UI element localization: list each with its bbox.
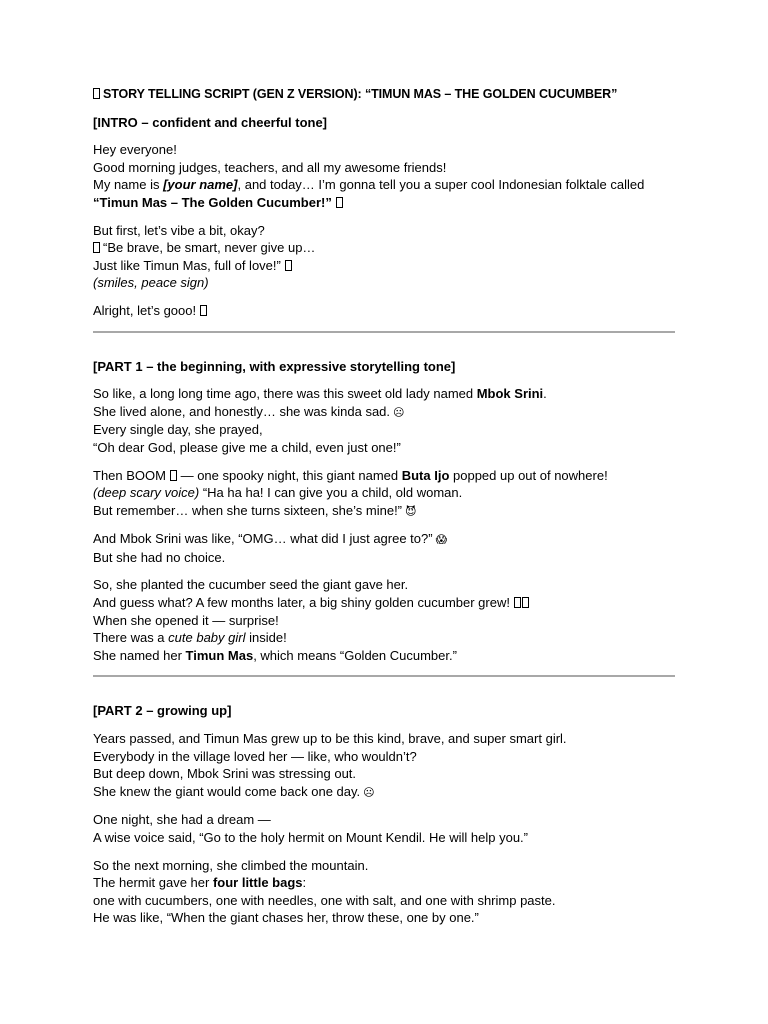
text-line: So, she planted the cucumber seed the giant gave her. xyxy=(93,577,409,593)
document-page xyxy=(93,86,675,937)
part2-heading: [PART 2 – growing up] xyxy=(93,703,232,719)
sad-face-icon: ☹ xyxy=(393,405,405,419)
missing-glyph-icon xyxy=(336,197,343,208)
section-divider xyxy=(93,331,675,333)
stage-direction: (smiles, peace sign) xyxy=(93,275,209,291)
part1-heading: [PART 1 – the beginning, with expressive storytelling tone] xyxy=(93,358,456,374)
text-line: But remember… when she turns sixteen, she’s mine!” 😈 xyxy=(93,502,417,518)
missing-glyph-icon xyxy=(93,88,100,99)
text-line: But first, let’s vibe a bit, okay? xyxy=(93,222,265,238)
section-divider xyxy=(93,675,675,677)
text-line: A wise voice said, “Go to the holy hermit on Mount Kendil. He will help you.” xyxy=(93,830,528,845)
text-line: Everybody in the village loved her — like, who wouldn’t? xyxy=(93,748,417,764)
devil-grin-icon: 😈 xyxy=(405,504,417,518)
intro-paragraph-1 xyxy=(93,141,675,211)
part1-paragraph-3 xyxy=(93,530,675,566)
intro-paragraph-2 xyxy=(93,222,675,292)
text-line: But deep down, Mbok Srini was stressing out. xyxy=(93,766,357,782)
text-line: And Mbok Srini was like, “OMG… what did I just agree to?” 😱 xyxy=(93,531,448,547)
missing-glyph-icon xyxy=(200,305,207,316)
worried-face-icon: ☹ xyxy=(363,785,375,799)
text-line: She named her Timun Mas, which means “Golden Cucumber.” xyxy=(93,647,457,663)
text-line: “Oh dear God, please give me a child, even just one!” xyxy=(93,439,401,455)
text-line: Just like Timun Mas, full of love!” xyxy=(93,257,675,275)
story-title-inline: “Timun Mas – The Golden Cucumber!” xyxy=(93,194,332,210)
shocked-face-icon: 😱 xyxy=(435,533,448,547)
text-line: One night, she had a dream — xyxy=(93,812,271,828)
text-line: Years passed, and Timun Mas grew up to be this kind, brave, and super smart girl. xyxy=(93,731,567,747)
text-line: She knew the giant would come back one day. ☹ xyxy=(93,783,375,799)
text-line: Then BOOM — one spooky night, this giant named Buta Ijo popped up out of nowhere! xyxy=(93,467,608,483)
stage-direction: (deep scary voice) xyxy=(93,485,200,501)
document-title: STORY TELLING SCRIPT (GEN Z VERSION): “TIMUN MAS – THE GOLDEN CUCUMBER” xyxy=(93,86,675,104)
part1-paragraph-2 xyxy=(93,467,675,521)
text-line: Hey everyone! xyxy=(93,142,177,158)
missing-glyph-icon xyxy=(522,597,529,608)
part2-paragraph-2 xyxy=(93,811,675,846)
intro-paragraph-3 xyxy=(93,302,675,320)
text-line: He was like, “When the giant chases her, throw these, one by one.” xyxy=(93,910,479,926)
text-line xyxy=(93,194,675,212)
text-line xyxy=(93,274,675,292)
part1-paragraph-1 xyxy=(93,385,675,456)
text-line: There was a cute baby girl inside! xyxy=(93,630,287,646)
intro-heading: [INTRO – confident and cheerful tone] xyxy=(93,114,328,130)
text-line: The hermit gave her four little bags: xyxy=(93,875,307,891)
text-line: So like, a long long time ago, there was this sweet old lady named Mbok Srini. xyxy=(93,386,547,402)
text-line: When she opened it — surprise! xyxy=(93,612,279,628)
text-line: She lived alone, and honestly… she was kinda sad. ☹ xyxy=(93,403,405,419)
missing-glyph-icon xyxy=(170,470,177,481)
text-line: (deep scary voice) “Ha ha ha! I can give you a child, old woman. xyxy=(93,485,463,501)
text-line: “Be brave, be smart, never give up… xyxy=(93,239,675,257)
part2-paragraph-3 xyxy=(93,857,675,927)
placeholder-name: [your name] xyxy=(163,177,238,193)
text-line: Every single day, she prayed, xyxy=(93,422,263,438)
text-line: Alright, let’s gooo! xyxy=(93,302,675,320)
text-line: And guess what? A few months later, a big shiny golden cucumber grew! xyxy=(93,594,675,612)
text-line: one with cucumbers, one with needles, one with salt, and one with shrimp paste. xyxy=(93,892,556,908)
text-line: So the next morning, she climbed the mountain. xyxy=(93,857,369,873)
part2-paragraph-1 xyxy=(93,730,675,801)
missing-glyph-icon xyxy=(514,597,521,608)
missing-glyph-icon xyxy=(285,260,292,271)
missing-glyph-icon xyxy=(93,242,100,253)
text-line: Good morning judges, teachers, and all my awesome friends! xyxy=(93,159,447,175)
text-line: My name is [your name], and today… I’m gonna tell you a super cool Indonesian folktale called xyxy=(93,177,645,193)
part1-paragraph-4 xyxy=(93,576,675,664)
text-line: But she had no choice. xyxy=(93,549,226,565)
